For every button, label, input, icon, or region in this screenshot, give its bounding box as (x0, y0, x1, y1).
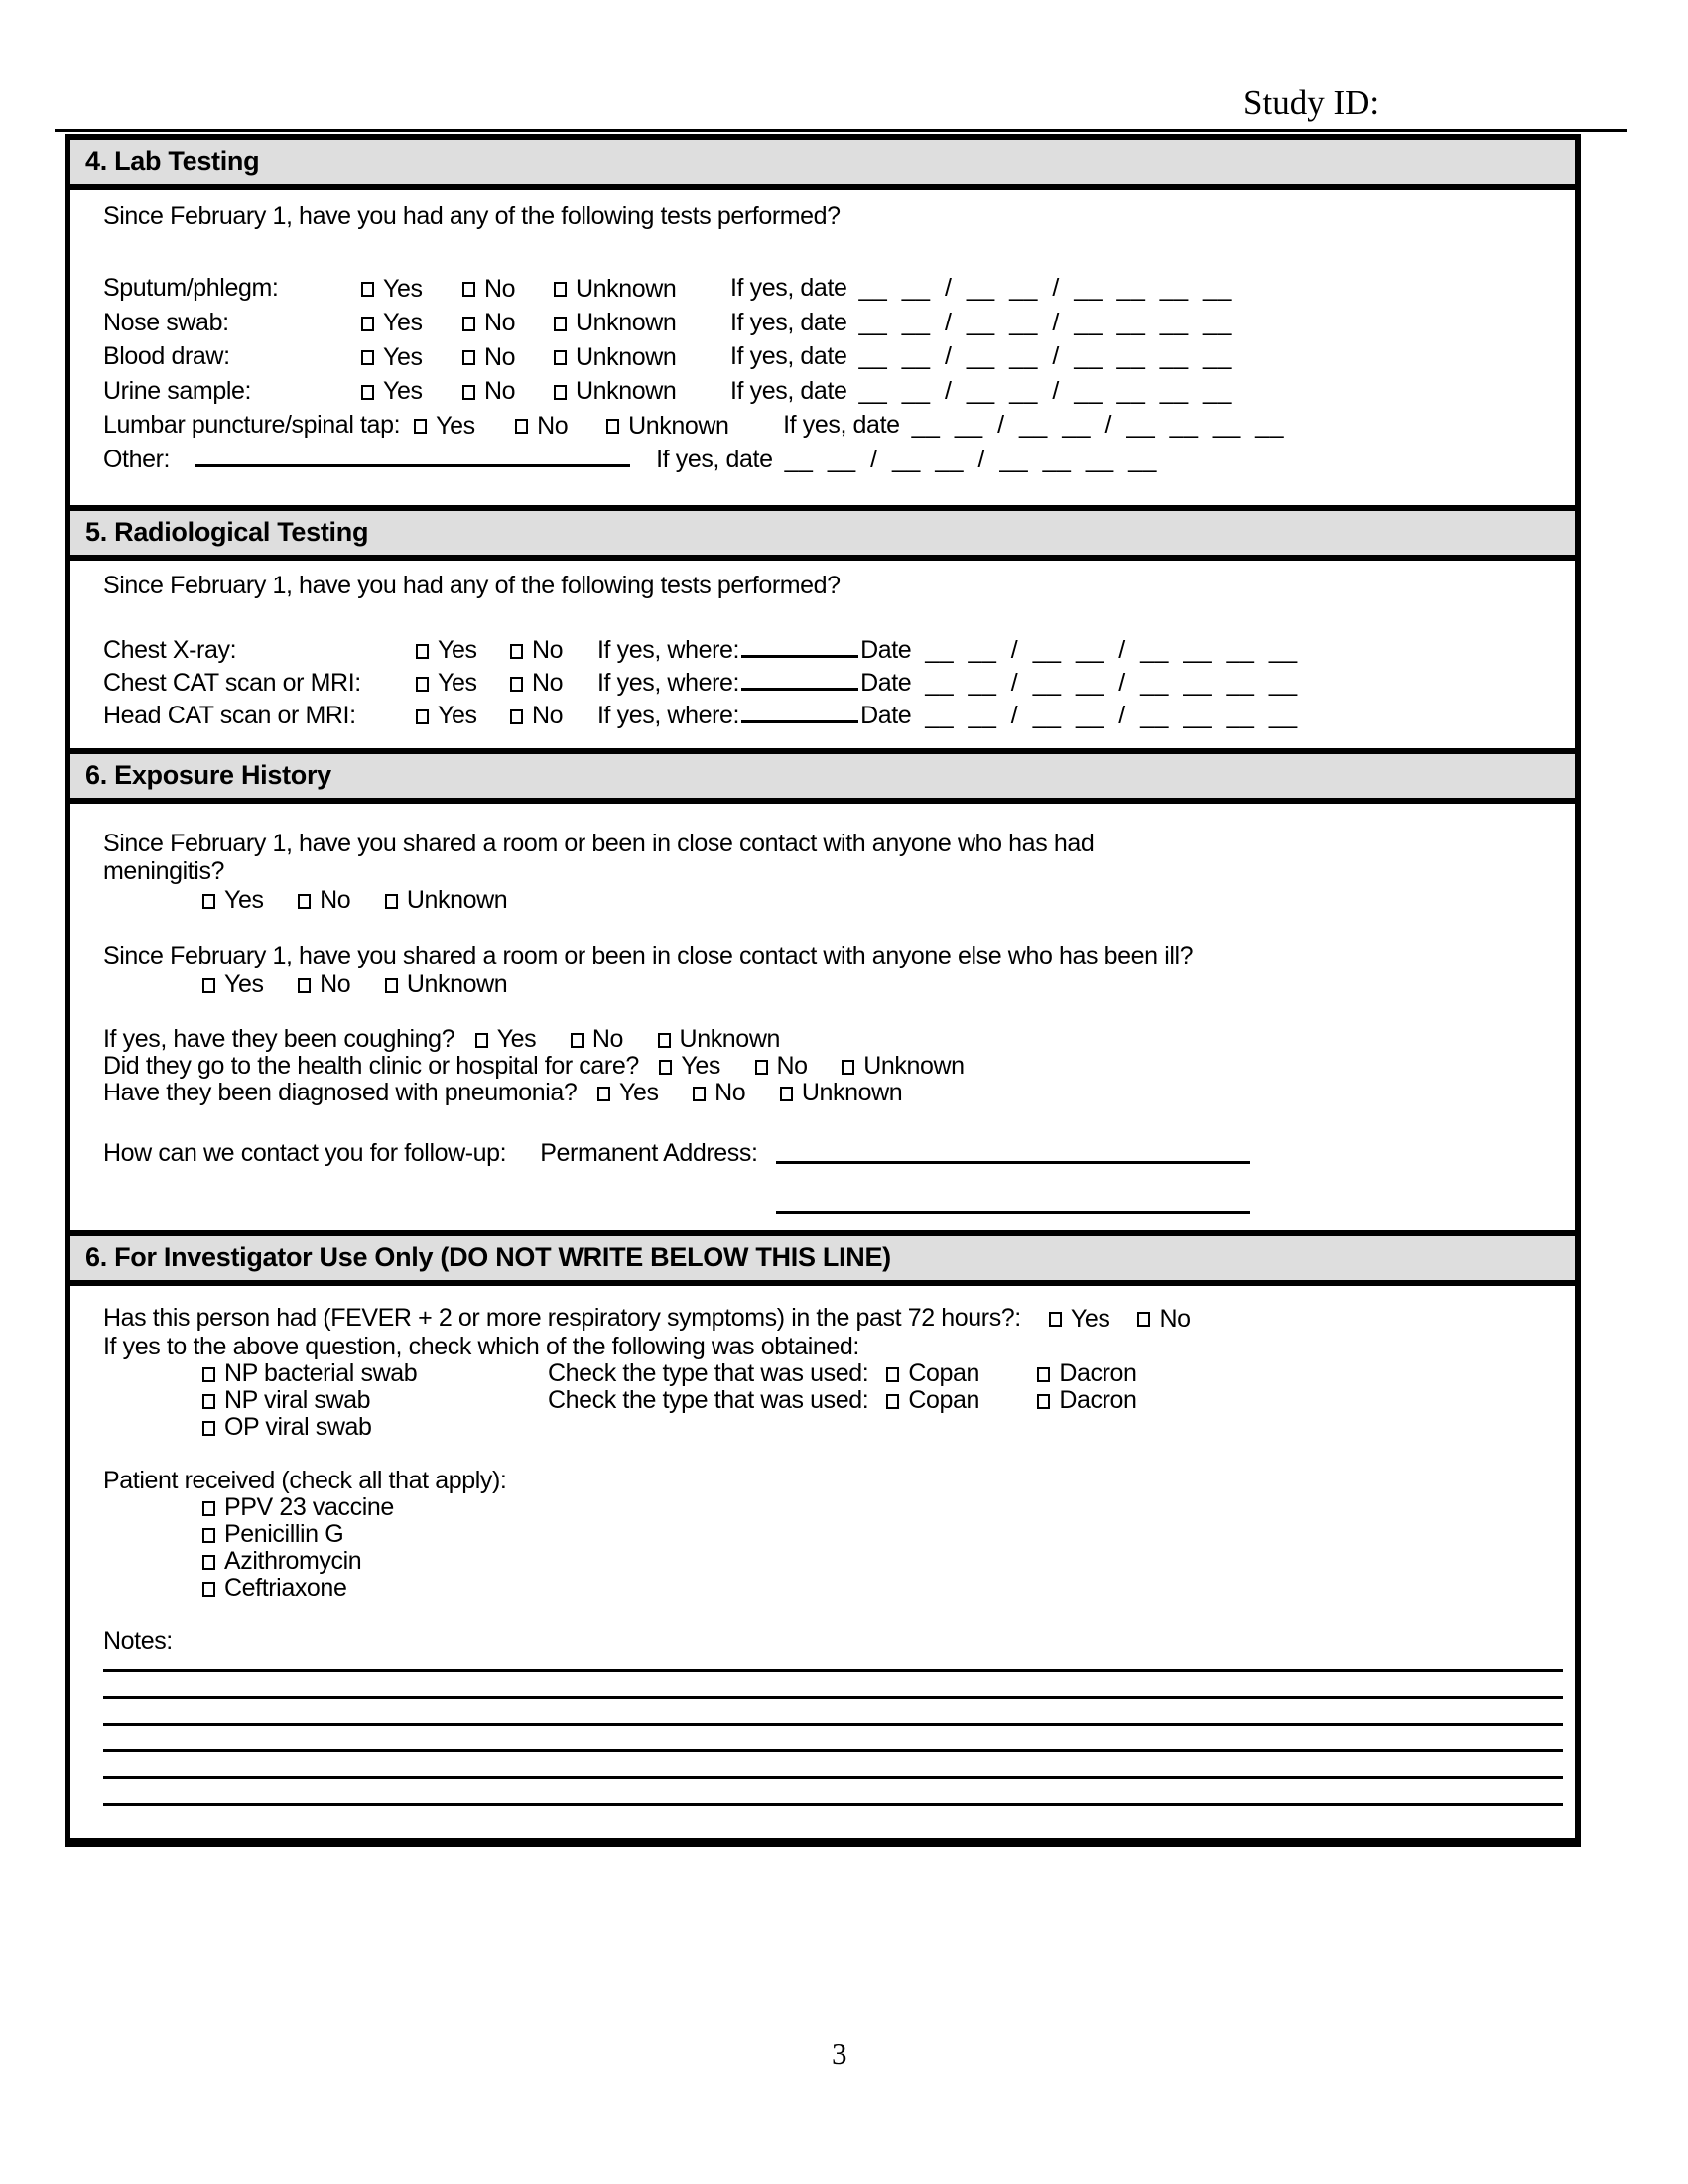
followup-row (103, 1138, 1555, 1214)
op-viral-swab-row (202, 1414, 1563, 1441)
unknown-label: Unknown (801, 1079, 903, 1106)
checkbox-icon[interactable] (886, 1367, 899, 1382)
lab-row-nose-swab (103, 306, 1555, 340)
date-blanks[interactable]: __ __ / __ __ / __ __ __ __ (858, 274, 1232, 302)
coughing-no-option[interactable] (571, 1026, 623, 1053)
checkbox-icon[interactable] (361, 350, 374, 365)
checkbox-icon[interactable] (414, 419, 427, 434)
copan-label: Copan (908, 1358, 979, 1387)
azithromycin-label: Azithromycin (224, 1546, 362, 1575)
section-header-radiological-testing (70, 505, 1575, 561)
coughing-question-row (103, 1026, 1555, 1053)
radiology-row-chest-cat (103, 667, 1555, 700)
ppv23-label: PPV 23 vaccine (224, 1492, 394, 1521)
lab-row-lumbar-puncture (103, 408, 1555, 443)
ceftriaxone-option[interactable] (202, 1575, 346, 1602)
checkbox-icon[interactable] (298, 894, 311, 909)
exposure-history-title: 6. Exposure History (85, 760, 331, 790)
no-label: No (532, 702, 564, 729)
coughing-yes-option[interactable] (475, 1026, 537, 1053)
checkbox-icon[interactable] (842, 1060, 854, 1075)
nose-yes-option[interactable] (361, 306, 462, 339)
pneumonia-no-option[interactable] (693, 1080, 745, 1106)
date-blanks[interactable]: __ __ / __ __ / __ __ __ __ (925, 636, 1298, 664)
yes-label: Yes (618, 1079, 659, 1106)
op-viral-swab-label: OP viral swab (224, 1412, 372, 1441)
clinic-question-row (103, 1053, 1555, 1080)
lumbar-yes-option[interactable] (414, 409, 515, 443)
meningitis-unknown-option[interactable] (385, 885, 507, 916)
checkbox-icon[interactable] (202, 1421, 215, 1436)
if-yes-date-label: If yes, date (730, 274, 847, 302)
meningitis-options (202, 885, 1555, 916)
unknown-label: Unknown (576, 342, 677, 371)
checkbox-icon[interactable] (202, 1367, 215, 1382)
radiological-testing-body (70, 561, 1575, 748)
checkbox-icon[interactable] (416, 644, 429, 659)
yes-label: Yes (383, 309, 423, 336)
notes-line[interactable] (103, 1803, 1563, 1806)
urine-no-option[interactable] (462, 374, 554, 408)
dacron-label: Dacron (1059, 1385, 1137, 1414)
checkbox-icon[interactable] (385, 894, 398, 909)
no-label: No (591, 1025, 623, 1053)
blood-unknown-option[interactable] (554, 340, 730, 374)
no-label: No (532, 669, 564, 697)
unknown-label: Unknown (628, 411, 729, 440)
urine-yes-option[interactable] (361, 374, 462, 408)
where-write-in-line[interactable] (741, 654, 858, 658)
checkbox-icon[interactable] (361, 317, 374, 331)
if-yes-where-label: If yes, where: (597, 636, 740, 664)
chest-xray-yes-option[interactable] (416, 634, 510, 667)
section-header-lab-testing (70, 140, 1575, 190)
checkbox-icon[interactable] (1049, 1312, 1062, 1327)
permanent-address-label: Permanent Address: (540, 1139, 758, 1167)
fever-question: Has this person had (FEVER + 2 or more respiratory symptoms) in the past 72 hours?: (103, 1304, 1021, 1332)
unknown-label: Unknown (576, 274, 677, 303)
ill-unknown-option[interactable] (385, 969, 507, 1000)
lumbar-unknown-option[interactable] (606, 409, 783, 443)
date-blanks[interactable]: __ __ / __ __ / __ __ __ __ (784, 445, 1157, 473)
no-label: No (776, 1052, 808, 1080)
if-yes-date-label: If yes, date (730, 342, 847, 370)
checkbox-icon[interactable] (571, 1033, 584, 1048)
checkbox-icon[interactable] (1137, 1312, 1150, 1327)
notes-line[interactable] (103, 1696, 1563, 1699)
checkbox-icon[interactable] (202, 1501, 215, 1516)
sputum-unknown-option[interactable] (554, 272, 730, 306)
no-label: No (484, 309, 516, 336)
np-viral-copan-option[interactable] (886, 1387, 1037, 1414)
head-cat-yes-option[interactable] (416, 700, 510, 732)
yes-label: Yes (1070, 1304, 1110, 1333)
fever-question-row (103, 1304, 1563, 1333)
address-line-1[interactable] (776, 1138, 1250, 1164)
if-yes-where-label: If yes, where: (597, 669, 740, 697)
yes-label: Yes (438, 669, 477, 697)
checkbox-icon[interactable] (202, 978, 215, 993)
date-blanks[interactable]: __ __ / __ __ / __ __ __ __ (925, 669, 1298, 697)
checkbox-icon[interactable] (385, 978, 398, 993)
checkbox-icon[interactable] (554, 317, 567, 331)
checkbox-icon[interactable] (554, 350, 567, 365)
no-label: No (320, 970, 351, 998)
checkbox-icon[interactable] (606, 419, 619, 434)
checkbox-icon[interactable] (886, 1394, 899, 1409)
clinic-unknown-option[interactable] (842, 1053, 964, 1080)
if-yes-date-label: If yes, date (730, 308, 847, 336)
checkbox-icon[interactable] (475, 1033, 488, 1048)
meningitis-no-option[interactable] (298, 885, 350, 916)
no-label: No (484, 342, 516, 371)
checkbox-icon[interactable] (1037, 1394, 1050, 1409)
notes-line[interactable] (103, 1723, 1563, 1726)
checkbox-icon[interactable] (1037, 1367, 1050, 1382)
study-id-underline[interactable] (55, 129, 1627, 132)
ceftriaxone-label: Ceftriaxone (224, 1573, 347, 1602)
urine-unknown-option[interactable] (554, 374, 730, 408)
ill-contact-question: Since February 1, have you shared a room or been in close contact with anyone else who has been ill? (103, 942, 1194, 969)
other-label: Other: (103, 445, 171, 473)
section-header-exposure-history (70, 748, 1575, 804)
date-label: Date (860, 669, 912, 697)
checkbox-icon[interactable] (416, 709, 429, 724)
checkbox-icon[interactable] (361, 282, 374, 297)
no-label: No (484, 377, 516, 405)
checkbox-icon[interactable] (202, 894, 215, 909)
notes-line[interactable] (103, 1669, 1563, 1672)
no-label: No (714, 1079, 746, 1106)
checkbox-icon[interactable] (554, 385, 567, 400)
checkbox-icon[interactable] (462, 282, 475, 297)
chest-cat-label: Chest CAT scan or MRI: (103, 669, 361, 697)
investigator-title: 6. For Investigator Use Only (DO NOT WRITE BELOW THIS LINE) (85, 1242, 891, 1272)
checkbox-icon[interactable] (298, 978, 311, 993)
lumbar-label: Lumbar puncture/spinal tap: (103, 411, 401, 439)
lab-question: Since February 1, have you had any of the following tests performed? (103, 202, 841, 230)
study-id-label: Study ID: (1243, 83, 1380, 122)
address-line-2[interactable] (776, 1164, 1250, 1214)
chest-cat-yes-option[interactable] (416, 667, 510, 700)
checkbox-icon[interactable] (780, 1087, 793, 1101)
checkbox-icon[interactable] (658, 1033, 671, 1048)
penicillin-label: Penicillin G (224, 1519, 344, 1548)
page-number: 3 (832, 2036, 847, 2071)
no-label: No (320, 886, 351, 914)
checkbox-icon[interactable] (202, 1528, 215, 1543)
no-label: No (1159, 1304, 1191, 1333)
if-yes-date-label: If yes, date (783, 411, 900, 439)
dacron-label: Dacron (1059, 1358, 1137, 1387)
head-cat-label: Head CAT scan or MRI: (103, 702, 356, 729)
checkbox-icon[interactable] (693, 1087, 706, 1101)
nose-unknown-option[interactable] (554, 306, 730, 339)
ill-contact-options (202, 969, 1555, 1000)
unknown-label: Unknown (576, 309, 677, 336)
no-label: No (537, 411, 569, 440)
if-yes-date-label: If yes, date (656, 445, 773, 473)
yes-label: Yes (383, 342, 423, 371)
meningitis-question-line1: Since February 1, have you shared a room or been in close contact with anyone who has had (103, 830, 1095, 857)
lab-row-blood-draw (103, 339, 1555, 374)
np-viral-swab-label: NP viral swab (224, 1385, 371, 1414)
where-write-in-line[interactable] (741, 719, 858, 723)
penicillin-option[interactable] (202, 1521, 343, 1548)
date-blanks[interactable]: __ __ / __ __ / __ __ __ __ (925, 702, 1298, 729)
head-cat-no-option[interactable] (510, 700, 597, 732)
yes-label: Yes (224, 886, 264, 914)
fever-yes-option[interactable] (1049, 1305, 1110, 1333)
checkbox-icon[interactable] (554, 282, 567, 297)
notes-label: Notes: (103, 1626, 173, 1655)
np-viral-swab-option[interactable] (202, 1387, 548, 1414)
ill-no-option[interactable] (298, 969, 350, 1000)
coughing-unknown-option[interactable] (658, 1026, 780, 1053)
radiology-row-chest-xray (103, 634, 1555, 667)
checkbox-icon[interactable] (597, 1087, 610, 1101)
nose-swab-label: Nose swab: (103, 308, 229, 336)
coughing-question: If yes, have they been coughing? (103, 1025, 455, 1053)
checkbox-icon[interactable] (510, 644, 523, 659)
checkbox-icon[interactable] (462, 317, 475, 331)
checkbox-icon[interactable] (515, 419, 528, 434)
copan-label: Copan (908, 1385, 979, 1414)
checkbox-icon[interactable] (202, 1582, 215, 1597)
lumbar-no-option[interactable] (515, 409, 606, 443)
yes-label: Yes (224, 970, 264, 998)
ill-yes-option[interactable] (202, 969, 264, 1000)
lab-testing-title: 4. Lab Testing (85, 146, 260, 176)
date-blanks[interactable]: __ __ / __ __ / __ __ __ __ (858, 308, 1232, 336)
checkbox-icon[interactable] (510, 677, 523, 692)
blood-no-option[interactable] (462, 340, 554, 374)
yes-label: Yes (438, 702, 477, 729)
sputum-label: Sputum/phlegm: (103, 274, 279, 302)
pneumonia-unknown-option[interactable] (780, 1080, 902, 1106)
op-viral-swab-option[interactable] (202, 1414, 548, 1441)
pneumonia-question: Have they been diagnosed with pneumonia? (103, 1079, 578, 1106)
radiology-question: Since February 1, have you had any of the following tests performed? (103, 572, 841, 599)
urine-label: Urine sample: (103, 376, 252, 405)
if-yes-date-label: If yes, date (730, 376, 847, 405)
unknown-label: Unknown (406, 886, 508, 914)
meningitis-yes-option[interactable] (202, 885, 264, 916)
unknown-label: Unknown (679, 1025, 780, 1053)
investigator-body (70, 1286, 1575, 1838)
date-blanks[interactable]: __ __ / __ __ / __ __ __ __ (858, 376, 1232, 405)
np-bacterial-swab-option[interactable] (202, 1360, 548, 1387)
notes-line[interactable] (103, 1776, 1563, 1779)
sputum-yes-option[interactable] (361, 272, 462, 306)
np-bacterial-swab-row (202, 1360, 1563, 1387)
unknown-label: Unknown (576, 377, 677, 405)
patient-received-label: Patient received (check all that apply): (103, 1466, 507, 1494)
checkbox-icon[interactable] (416, 677, 429, 692)
where-write-in-line[interactable] (741, 687, 858, 691)
no-label: No (532, 636, 564, 664)
ceftriaxone-row (202, 1575, 1563, 1602)
yes-label: Yes (496, 1025, 537, 1053)
date-label: Date (860, 702, 912, 729)
checkbox-icon[interactable] (659, 1060, 672, 1075)
unknown-label: Unknown (863, 1052, 965, 1080)
clinic-question: Did they go to the health clinic or hospital for care? (103, 1052, 639, 1080)
date-blanks[interactable]: __ __ / __ __ / __ __ __ __ (858, 342, 1232, 370)
np-viral-swab-row (202, 1387, 1563, 1414)
yes-label: Yes (438, 636, 477, 664)
date-label: Date (860, 636, 912, 664)
ppv23-row (202, 1494, 1563, 1521)
clinic-yes-option[interactable] (659, 1053, 720, 1080)
if-yes-where-label: If yes, where: (597, 702, 740, 729)
chest-xray-no-option[interactable] (510, 634, 597, 667)
exposure-history-body (70, 804, 1575, 1230)
pneumonia-question-row (103, 1080, 1555, 1106)
radiological-testing-title: 5. Radiological Testing (85, 517, 369, 547)
fever-no-option[interactable] (1137, 1305, 1190, 1333)
lab-row-other (103, 443, 1555, 476)
nose-no-option[interactable] (462, 306, 554, 339)
penicillin-row (202, 1521, 1563, 1548)
chest-xray-label: Chest X-ray: (103, 636, 237, 664)
azithromycin-option[interactable] (202, 1548, 361, 1575)
np-bacterial-swab-label: NP bacterial swab (224, 1358, 418, 1387)
checkbox-icon[interactable] (361, 385, 374, 400)
notes-write-in-area (103, 1669, 1563, 1806)
check-type-label: Check the type that was used: (548, 1358, 869, 1387)
radiology-row-head-cat (103, 700, 1555, 732)
checkbox-icon[interactable] (202, 1394, 215, 1409)
np-bacterial-dacron-option[interactable] (1037, 1360, 1136, 1387)
sputum-no-option[interactable] (462, 272, 554, 306)
checkbox-icon[interactable] (462, 385, 475, 400)
checkbox-icon[interactable] (202, 1555, 215, 1570)
lab-testing-body (70, 190, 1575, 505)
clinic-no-option[interactable] (755, 1053, 808, 1080)
yes-label: Yes (681, 1052, 720, 1080)
ppv23-option[interactable] (202, 1494, 394, 1521)
yes-label: Yes (383, 377, 423, 405)
checkbox-icon[interactable] (755, 1060, 768, 1075)
followup-label: How can we contact you for follow-up: (103, 1139, 507, 1167)
pneumonia-yes-option[interactable] (597, 1080, 659, 1106)
np-bacterial-copan-option[interactable] (886, 1360, 1037, 1387)
checkbox-icon[interactable] (510, 709, 523, 724)
no-label: No (484, 274, 516, 303)
chest-cat-no-option[interactable] (510, 667, 597, 700)
blood-yes-option[interactable] (361, 340, 462, 374)
obtain-instruction: If yes to the above question, check which of the following was obtained: (103, 1332, 859, 1360)
address-write-in (776, 1138, 1250, 1214)
lab-row-sputum (103, 271, 1555, 306)
unknown-label: Unknown (406, 970, 508, 998)
blood-draw-label: Blood draw: (103, 342, 230, 370)
checkbox-icon[interactable] (462, 350, 475, 365)
section-header-investigator (70, 1230, 1575, 1286)
check-type-label: Check the type that was used: (548, 1385, 869, 1414)
azithromycin-row (202, 1548, 1563, 1575)
date-blanks[interactable]: __ __ / __ __ / __ __ __ __ (911, 411, 1284, 439)
np-viral-dacron-option[interactable] (1037, 1387, 1136, 1414)
lab-row-urine-sample (103, 374, 1555, 409)
form-box (65, 134, 1581, 1847)
other-write-in-line[interactable] (195, 463, 630, 467)
meningitis-question-line2: meningitis? (103, 857, 225, 885)
notes-line[interactable] (103, 1749, 1563, 1752)
yes-label: Yes (436, 411, 475, 440)
yes-label: Yes (383, 274, 423, 303)
